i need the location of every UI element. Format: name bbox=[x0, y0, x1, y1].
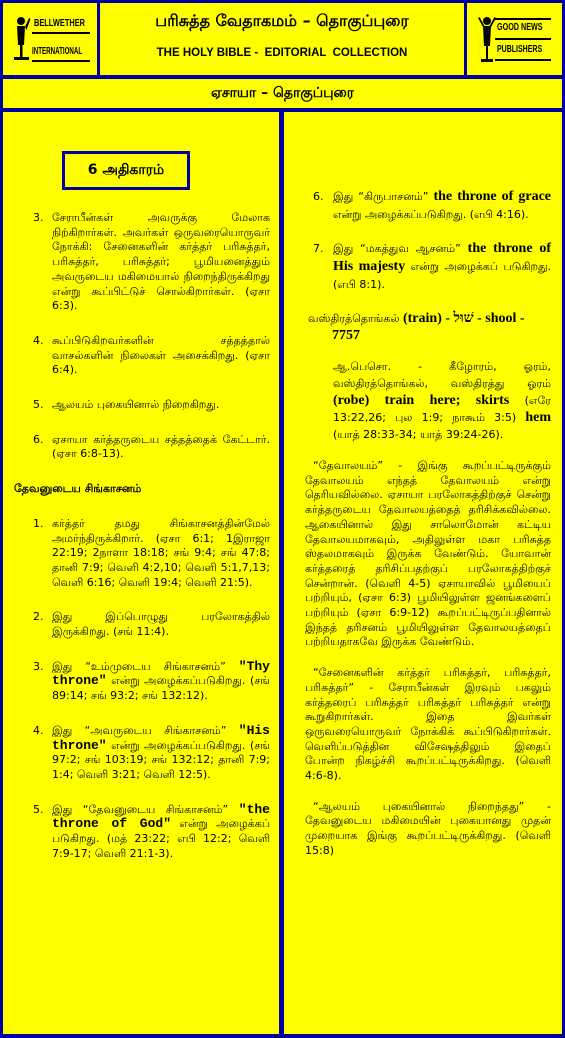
list-item bbox=[3, 433, 279, 462]
list-item bbox=[3, 517, 279, 591]
item-number: 3. bbox=[33, 659, 44, 673]
item-english-title: the throne of grace bbox=[433, 189, 551, 204]
item-text bbox=[333, 240, 551, 294]
item-number: 5. bbox=[33, 398, 44, 412]
logo-divider bbox=[32, 60, 90, 62]
chapter-heading-box bbox=[62, 151, 190, 190]
item-text bbox=[333, 188, 551, 224]
bellwether-logo bbox=[3, 3, 97, 75]
word-study-original-term: (train) - שׁוּל - shool - 7757 bbox=[332, 311, 525, 343]
item-text-tamil-after: என்று அழைக்கப் படுகிறது. (மத் 23:22; எபி 12:2; வெளி 7:9-17; வெளி 21:1-3). bbox=[52, 817, 271, 860]
logo-divider bbox=[495, 18, 551, 20]
item-number: 4. bbox=[33, 723, 44, 737]
word-definition bbox=[333, 358, 551, 443]
item-text-tamil-after: என்று அழைக்கப்படுகிறது. (சங் 89:14; சங் 93:2; சங் 132:12). bbox=[52, 674, 270, 703]
item-text-tamil: இது “உம்முடைய சிங்காசனம்” bbox=[52, 659, 226, 673]
item-text: கர்த்தர் தமது சிங்காசனத்தின்மேல் அமர்ந்திருக்கிறார். (ஏசா 6:1; 1இராஜா 22:19; 2நாளா 18:18; சங் 9:4; சங் 47:8; தானி 7:9; வெளி 4:2,10; வெளி 5:1,7,13; வெளி 6:16; வெளி 19:4; வெளி 21:5). bbox=[52, 516, 270, 589]
item-english-title: "Thy throne" bbox=[52, 658, 270, 689]
chapter-points-list bbox=[3, 211, 279, 462]
throne-points-list bbox=[3, 517, 279, 862]
item-text: இது இப்பொழுது பரலோகத்தில் இருக்கிறது. (சங் 11:4). bbox=[52, 610, 270, 639]
item-text: சேராபீன்கள் அவருக்கு மேலாக நிற்கிறார்கள். அவர்கள் ஒருவரையொருவர் நோக்கி: சேனைகளின் கர்த்தர் பரிசுத்தர், பரிசுத்தர், பரிசுத்தர்; பூமியனைத்தும் அவருடைய மகிமையால் நிறைந்திருக்கிறது என்று கூப்பிட்டுச் சொல்கிறார்கள். (ஏசா 6:3). bbox=[52, 211, 270, 313]
item-text-tamil: இது “அவருடைய சிங்காசனம்” bbox=[52, 723, 227, 737]
item-text-tamil: இது “மகத்துவ ஆசனம்” bbox=[333, 242, 461, 255]
item-text bbox=[52, 660, 270, 704]
item-number: 7. bbox=[313, 242, 324, 255]
list-item bbox=[3, 211, 279, 314]
item-english-title: the throne of His majesty bbox=[333, 241, 551, 274]
list-item bbox=[284, 188, 562, 224]
list-item bbox=[3, 660, 279, 704]
item-number: 6. bbox=[33, 432, 44, 446]
word-study-tamil-term: வஸ்திரத்தொங்கல் bbox=[308, 312, 400, 325]
item-number: 1. bbox=[33, 516, 44, 530]
item-text bbox=[52, 724, 270, 783]
item-text-tamil: இது “கிருபாசனம்” bbox=[333, 190, 429, 203]
logo-divider bbox=[495, 38, 551, 40]
list-item bbox=[3, 398, 279, 413]
section-heading: தேவனுடைய சிங்காசனம் bbox=[14, 482, 142, 496]
item-number: 2. bbox=[33, 610, 44, 624]
definition-gloss: hem bbox=[525, 410, 551, 425]
bellwether-logo-line2: INTERNATIONAL bbox=[32, 46, 83, 57]
item-number: 6. bbox=[313, 190, 324, 203]
book-banner bbox=[3, 79, 562, 108]
item-text-tamil-after: என்று அழைக்கப்படுகிறது. (சங் 97:2; சங் 103:19; சங் 132:12; தானி 7:9; 1:4; வெளி 3:21; வெளி 12:5). bbox=[52, 738, 270, 781]
item-text: கூப்பிடுகிறவர்களின் சத்தத்தால் வாசல்களின் நிலைகள் அசைக்கிறது. (ஏசா 6:4). bbox=[52, 333, 270, 377]
good-news-logo-line1: GOOD NEWS bbox=[497, 22, 543, 33]
item-number: 5. bbox=[33, 802, 44, 816]
item-text: ஆலயம் புகையினால் நிறைகிறது. bbox=[52, 398, 220, 412]
list-item bbox=[3, 334, 279, 378]
logo-divider bbox=[32, 32, 90, 34]
definition-references: (யாத் 28:33-34; யாத் 39:24-26). bbox=[333, 428, 504, 441]
definition-meaning: ஆ.பெசொ. - கீழோரம், ஓரம், வஸ்திரத்தொங்கல், வஸ்திரத்து ஓரம் bbox=[333, 360, 551, 390]
good-news-logo-line2: PUBLISHERS bbox=[497, 44, 543, 55]
list-item bbox=[3, 610, 279, 639]
chapter-heading: 6 அதிகாரம் bbox=[87, 162, 165, 178]
page-title-english: THE HOLY BIBLE - EDITORIAL COLLECTION bbox=[156, 47, 408, 59]
commentary-paragraph: “சேனைகளின் கர்த்தர் பரிசுத்தர், பரிசுத்தர், பரிசுத்தர்” - சேராபீன்கள் இரவும் பகலும் கர்த்தரைப் பரிசுத்தர் பரிசுத்தர் பரிசுத்தர் என்று கூறுகிறார்கள். இதை இவர்கள் ஒருவரையொருவர் நோக்கிக் கூப்பிடுகிறார்கள். வெளிப்படுத்தின விசேஷத்திலும் இதைப் போன்ற நிகழ்ச்சி கூறப்பட்டிருக்கிறது. (வெளி 4:6-8). bbox=[305, 666, 551, 783]
right-column bbox=[284, 112, 562, 1034]
book-banner-title: ஏசாயா – தொகுப்புரை bbox=[210, 85, 355, 101]
definition-gloss: (robe) train here; skirts bbox=[333, 393, 510, 408]
item-english-title: "the throne of God" bbox=[52, 801, 270, 832]
item-text-tamil-after: என்று அழைக்கப்படுகிறது. (எபி 4:16). bbox=[333, 208, 529, 221]
good-news-figure-icon bbox=[477, 15, 497, 63]
item-text-tamil: இது “தேவனுடைய சிங்காசனம்” bbox=[52, 802, 229, 816]
page-title-tamil: பரிசுத்த வேதாகமம் – தொகுப்புரை bbox=[155, 11, 409, 30]
left-column bbox=[3, 112, 279, 1034]
definition-references: (எரே 13:22,26; புல 1:9; நாகூம் 3:5) bbox=[333, 394, 551, 424]
bellwether-figure-icon bbox=[12, 16, 32, 62]
commentary-paragraph: “ஆலயம் புகையினால் நிறைந்தது” - தேவனுடைய மகிமையின் புகையானது முதன் முறையாக இங்கு கூறப்பட்டிருக்கிறது. (வெளி 15:8) bbox=[305, 799, 551, 857]
list-item bbox=[3, 803, 279, 862]
item-text: ஏசாயா கர்த்தருடைய சத்தத்தைக் கேட்டார். (ஏசா 6:8-13). bbox=[52, 432, 270, 461]
item-number: 4. bbox=[33, 333, 44, 347]
throne-points-list-continued bbox=[284, 112, 562, 294]
list-item bbox=[3, 724, 279, 783]
header-title-panel bbox=[100, 3, 464, 75]
list-item bbox=[284, 240, 562, 294]
item-number: 3. bbox=[33, 211, 44, 224]
item-text-tamil-after: என்று அழைக்கப் படுகிறது. (எபி 8:1). bbox=[333, 260, 551, 291]
item-text bbox=[52, 803, 270, 862]
item-english-title: "His throne" bbox=[52, 722, 270, 753]
bellwether-logo-line1: BELLWETHER bbox=[34, 18, 85, 29]
good-news-logo bbox=[467, 3, 562, 75]
logo-divider bbox=[495, 59, 551, 61]
commentary-paragraph: “தேவாலயம்” - இங்கு கூறப்பட்டிருக்கும் தேவாலயம் எந்தத் தேவாலயம் என்று தெரியவில்லை. ஏசாயா பரலோகத்திற்குச் சென்று கர்த்தருடைய தேவாலயத்தைத் தரிசிக்கவில்லை. ஆகையினால் இது சாலொமோன் கட்டிய தேவாலயமாகவும், அதிலுள்ள மகா பரிசுத்த ஸ்தலமாகவும் இருக்க வேண்டும். யோவான் கர்த்தரைத் தரிசிப்பதற்குப் பரலோகத்திற்குச் சென்றான். (வெளி 4-5) ஏசாயாவில் பூமியைப் பற்றியும், (ஏசா 6:3) பூமியிலுள்ள ஜனங்களைப் பற்றியும் (ஏசா 6:9-12) கூறப்பட்டிருப்பதினால் இந்தத் தரிசனம் பூமியிலுள்ள தேவாலயத்தைப் பற்றியதாகவே இருக்க வேண்டும். bbox=[305, 459, 551, 649]
word-study-entry bbox=[308, 310, 551, 344]
